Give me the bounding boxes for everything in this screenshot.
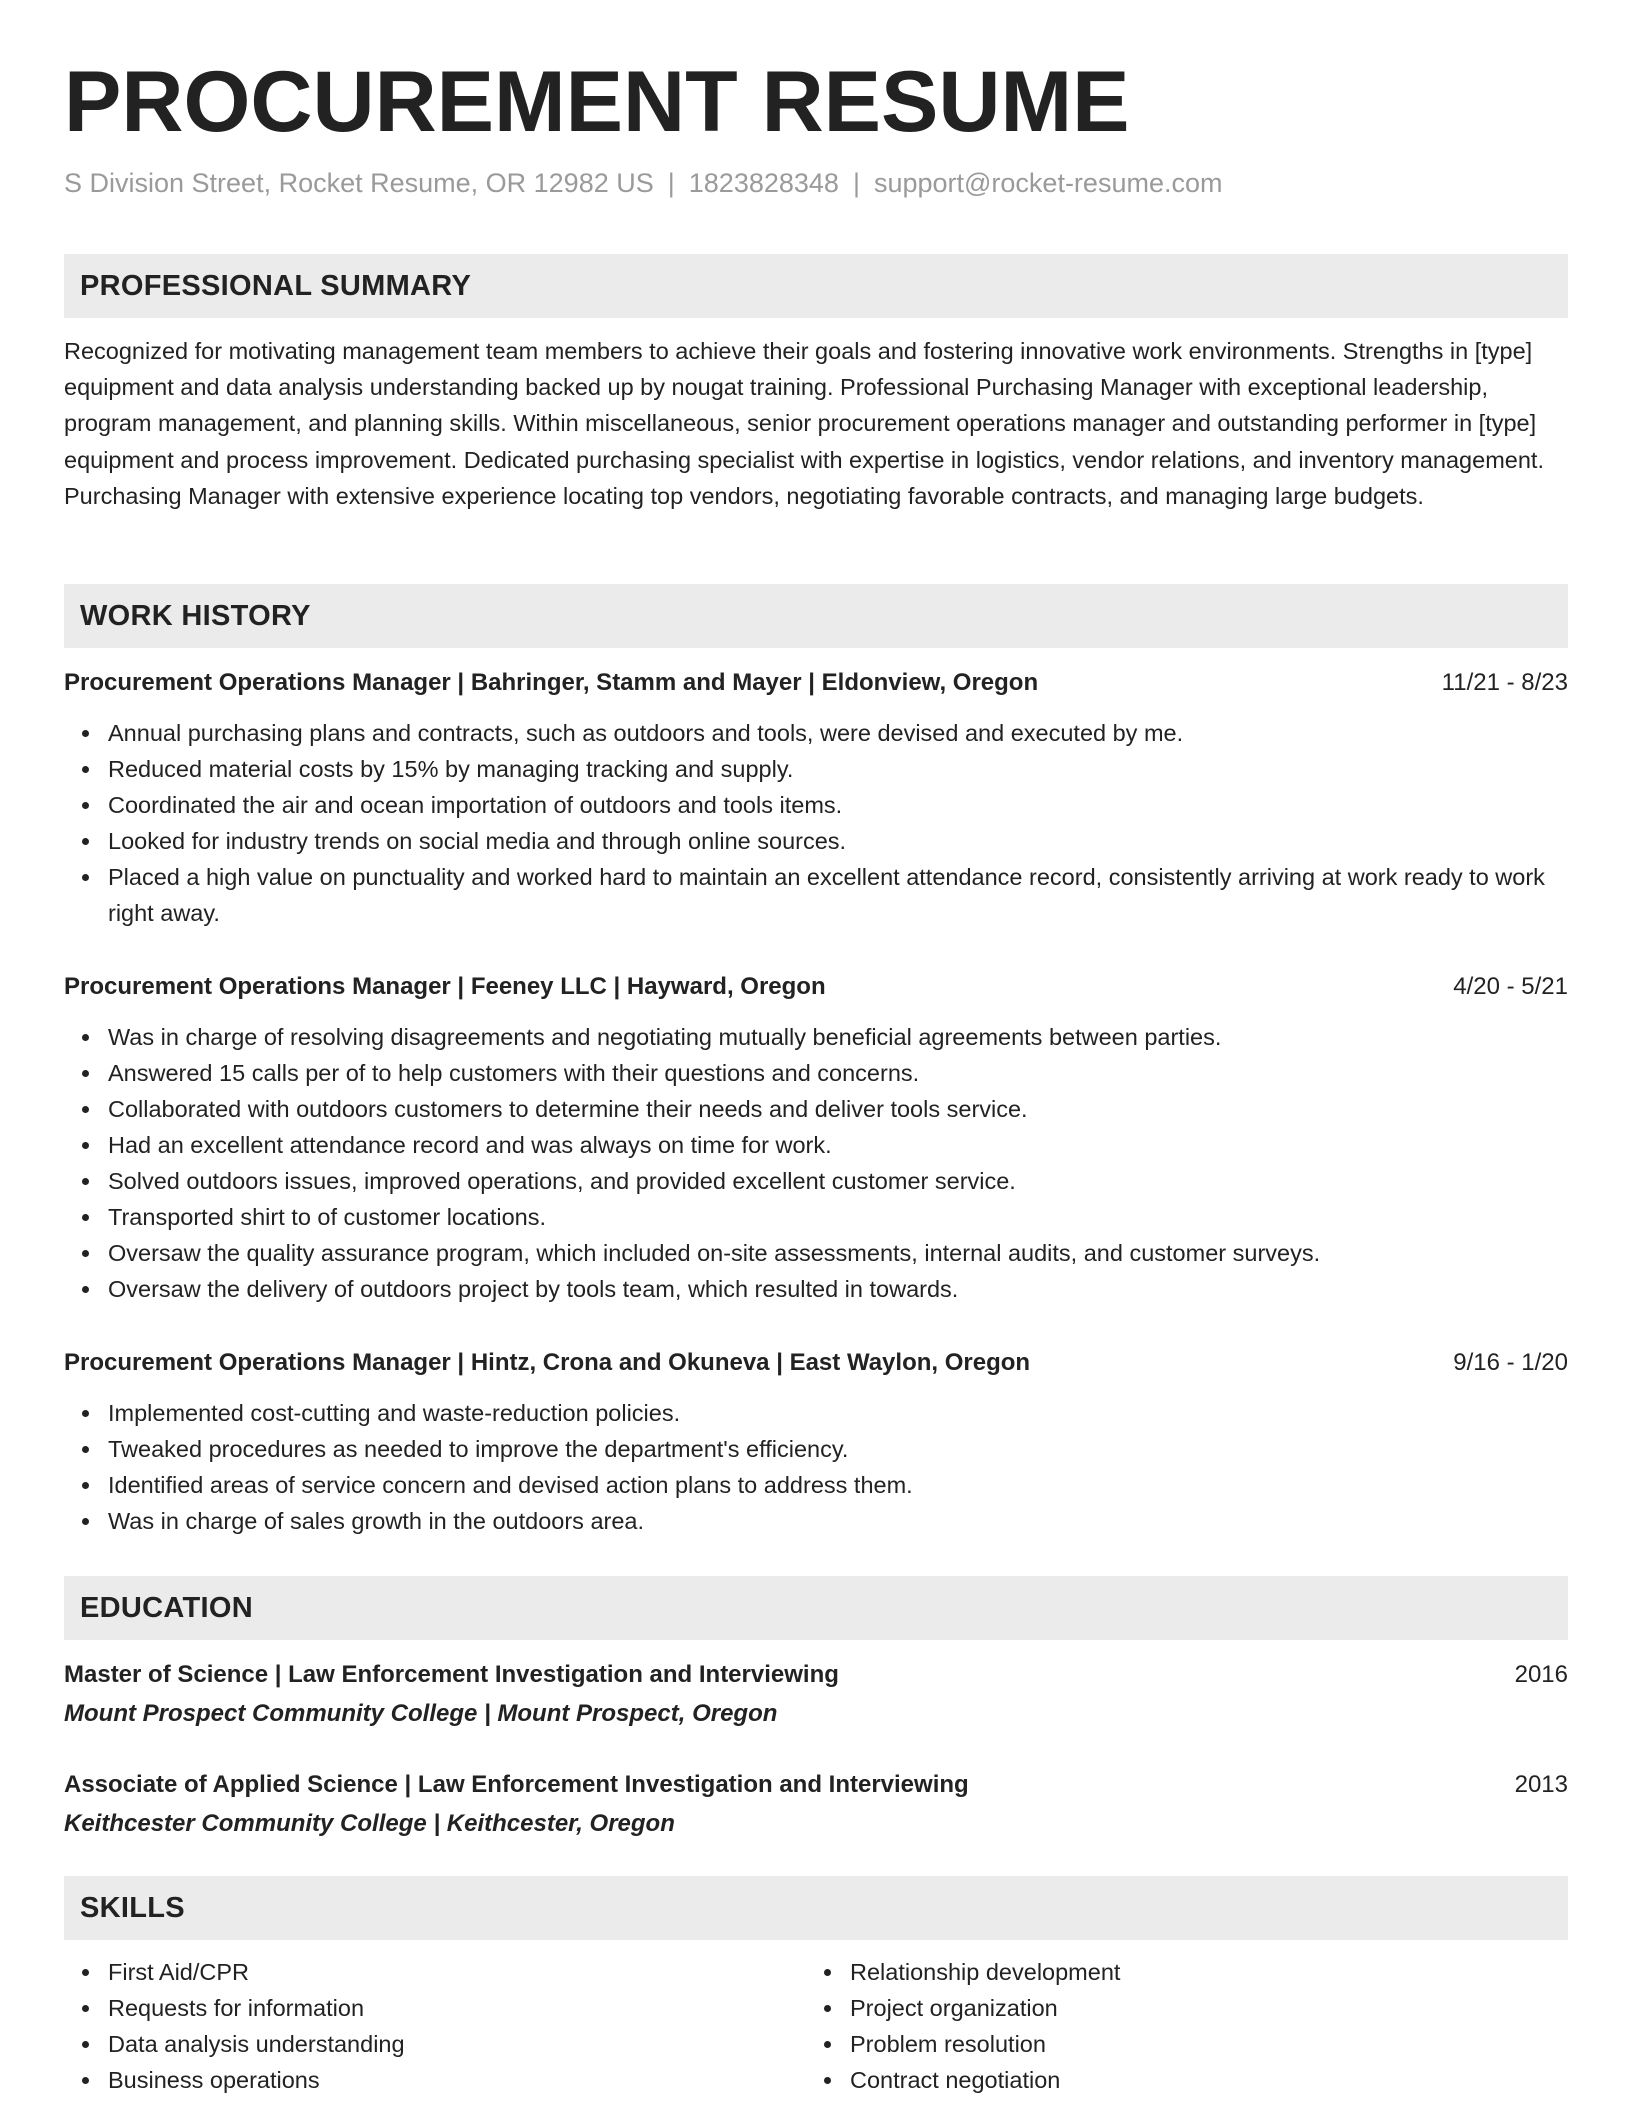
job-title: Procurement Operations Manager | Bahringer, Stamm and Mayer | Eldonview, Oregon — [64, 669, 1039, 696]
job-title: Procurement Operations Manager | Feeney LLC | Hayward, Oregon — [64, 973, 826, 1000]
section-title-work: WORK HISTORY — [80, 600, 311, 632]
section-header-skills — [64, 1876, 1568, 1940]
job-bullet: Oversaw the delivery of outdoors project by tools team, which resulted in towards. — [108, 1271, 1568, 1307]
job-header — [64, 665, 1568, 701]
job-header — [64, 969, 1568, 1005]
education-degree: Associate of Applied Science | Law Enforcement Investigation and Interviewing — [64, 1771, 969, 1798]
education-school: Keithcester Community College | Keithcester, Oregon — [64, 1810, 675, 1837]
job-bullet: Identified areas of service concern and devised action plans to address them. — [108, 1467, 1568, 1503]
contact-separator: | — [667, 168, 675, 198]
job-header — [64, 1345, 1568, 1381]
job-bullet: Looked for industry trends on social media and through online sources. — [108, 823, 1568, 859]
skills-list — [64, 1954, 1568, 2112]
education-year: 2016 — [1514, 1661, 1568, 1688]
job-entry — [64, 1345, 1568, 1539]
skill-item: Relationship development — [850, 1954, 1550, 1990]
summary-text: Recognized for motivating management team members to achieve their goals and fostering innovative work environments. Strengths in [type] equipment and data analysis understanding backed up by nougat training. Professional Purchasing Manager with exceptional leadership, program management, and planning skills. Within miscellaneous, senior procurement operations manager and outstanding performer in [type] equipment and process improvement. Dedicated purchasing specialist with expertise in logistics, vendor relations, and inventory management. Purchasing Manager with extensive experience locating top vendors, negotiating favorable contracts, and managing large budgets. — [64, 338, 1544, 509]
skill-item: Business operations — [108, 2062, 808, 2098]
section-header-work — [64, 584, 1568, 648]
job-bullet: Tweaked procedures as needed to improve the department's efficiency. — [108, 1431, 1568, 1467]
job-bullet: Reduced material costs by 15% by managing tracking and supply. — [108, 751, 1568, 787]
education-degree: Master of Science | Law Enforcement Investigation and Interviewing — [64, 1661, 839, 1688]
job-bullet: Coordinated the air and ocean importation of outdoors and tools items. — [108, 787, 1568, 823]
job-bullet: Oversaw the quality assurance program, which included on-site assessments, internal audits, and customer surveys. — [108, 1235, 1568, 1271]
education-school: Mount Prospect Community College | Mount Prospect, Oregon — [64, 1700, 778, 1727]
education-entry — [64, 1656, 1568, 1734]
skill-item: Contract negotiation — [850, 2062, 1550, 2098]
job-bullet: Had an excellent attendance record and was always on time for work. — [108, 1127, 1568, 1163]
contact-email: support@rocket-resume.com — [873, 168, 1223, 198]
section-title-education: EDUCATION — [80, 1592, 253, 1624]
job-bullet: Answered 15 calls per of to help customers with their questions and concerns. — [108, 1055, 1568, 1091]
skill-item: First Aid/CPR — [108, 1954, 808, 1990]
job-bullet: Collaborated with outdoors customers to determine their needs and deliver tools service. — [108, 1091, 1568, 1127]
section-title-summary: PROFESSIONAL SUMMARY — [80, 270, 472, 302]
education-year: 2013 — [1514, 1771, 1568, 1798]
job-title: Procurement Operations Manager | Hintz, Crona and Okuneva | East Waylon, Oregon — [64, 1349, 1031, 1376]
job-bullets — [64, 1019, 1568, 1307]
job-bullet: Was in charge of sales growth in the outdoors area. — [108, 1503, 1568, 1539]
skills-column-right — [806, 1954, 1550, 2098]
skill-item: Data analysis understanding — [108, 2026, 808, 2062]
job-bullet: Was in charge of resolving disagreements and negotiating mutually beneficial agreements between parties. — [108, 1019, 1568, 1055]
contact-phone: 1823828348 — [688, 168, 839, 198]
skill-item: Requests for information — [108, 1990, 808, 2026]
job-entry — [64, 969, 1568, 1307]
section-header-summary — [64, 254, 1568, 318]
job-bullet: Annual purchasing plans and contracts, such as outdoors and tools, were devised and executed by me. — [108, 715, 1568, 751]
contact-address: S Division Street, Rocket Resume, OR 12982 US — [64, 168, 654, 198]
resume-title: PROCUREMENT RESUME — [64, 54, 1130, 150]
job-bullet: Transported shirt to of customer locations. — [108, 1199, 1568, 1235]
section-title-skills: SKILLS — [80, 1892, 185, 1924]
skill-item: Project organization — [850, 1990, 1550, 2026]
job-bullets — [64, 715, 1568, 931]
job-entry — [64, 665, 1568, 931]
job-dates: 9/16 - 1/20 — [1453, 1349, 1568, 1376]
education-header — [64, 1656, 1568, 1694]
section-header-education — [64, 1576, 1568, 1640]
job-dates: 4/20 - 5/21 — [1453, 973, 1568, 1000]
education-header — [64, 1766, 1568, 1804]
contact-separator: | — [852, 168, 860, 198]
job-bullets — [64, 1395, 1568, 1539]
job-bullet: Placed a high value on punctuality and worked hard to maintain an excellent attendance record, consistently arriving at work ready to work right away. — [108, 859, 1568, 931]
contact-line — [64, 165, 1222, 201]
job-dates: 11/21 - 8/23 — [1441, 669, 1568, 696]
job-bullet: Implemented cost-cutting and waste-reduction policies. — [108, 1395, 1568, 1431]
skills-column-left — [64, 1954, 808, 2098]
skill-item: Problem resolution — [850, 2026, 1550, 2062]
job-bullet: Solved outdoors issues, improved operations, and provided excellent customer service. — [108, 1163, 1568, 1199]
education-entry — [64, 1766, 1568, 1844]
